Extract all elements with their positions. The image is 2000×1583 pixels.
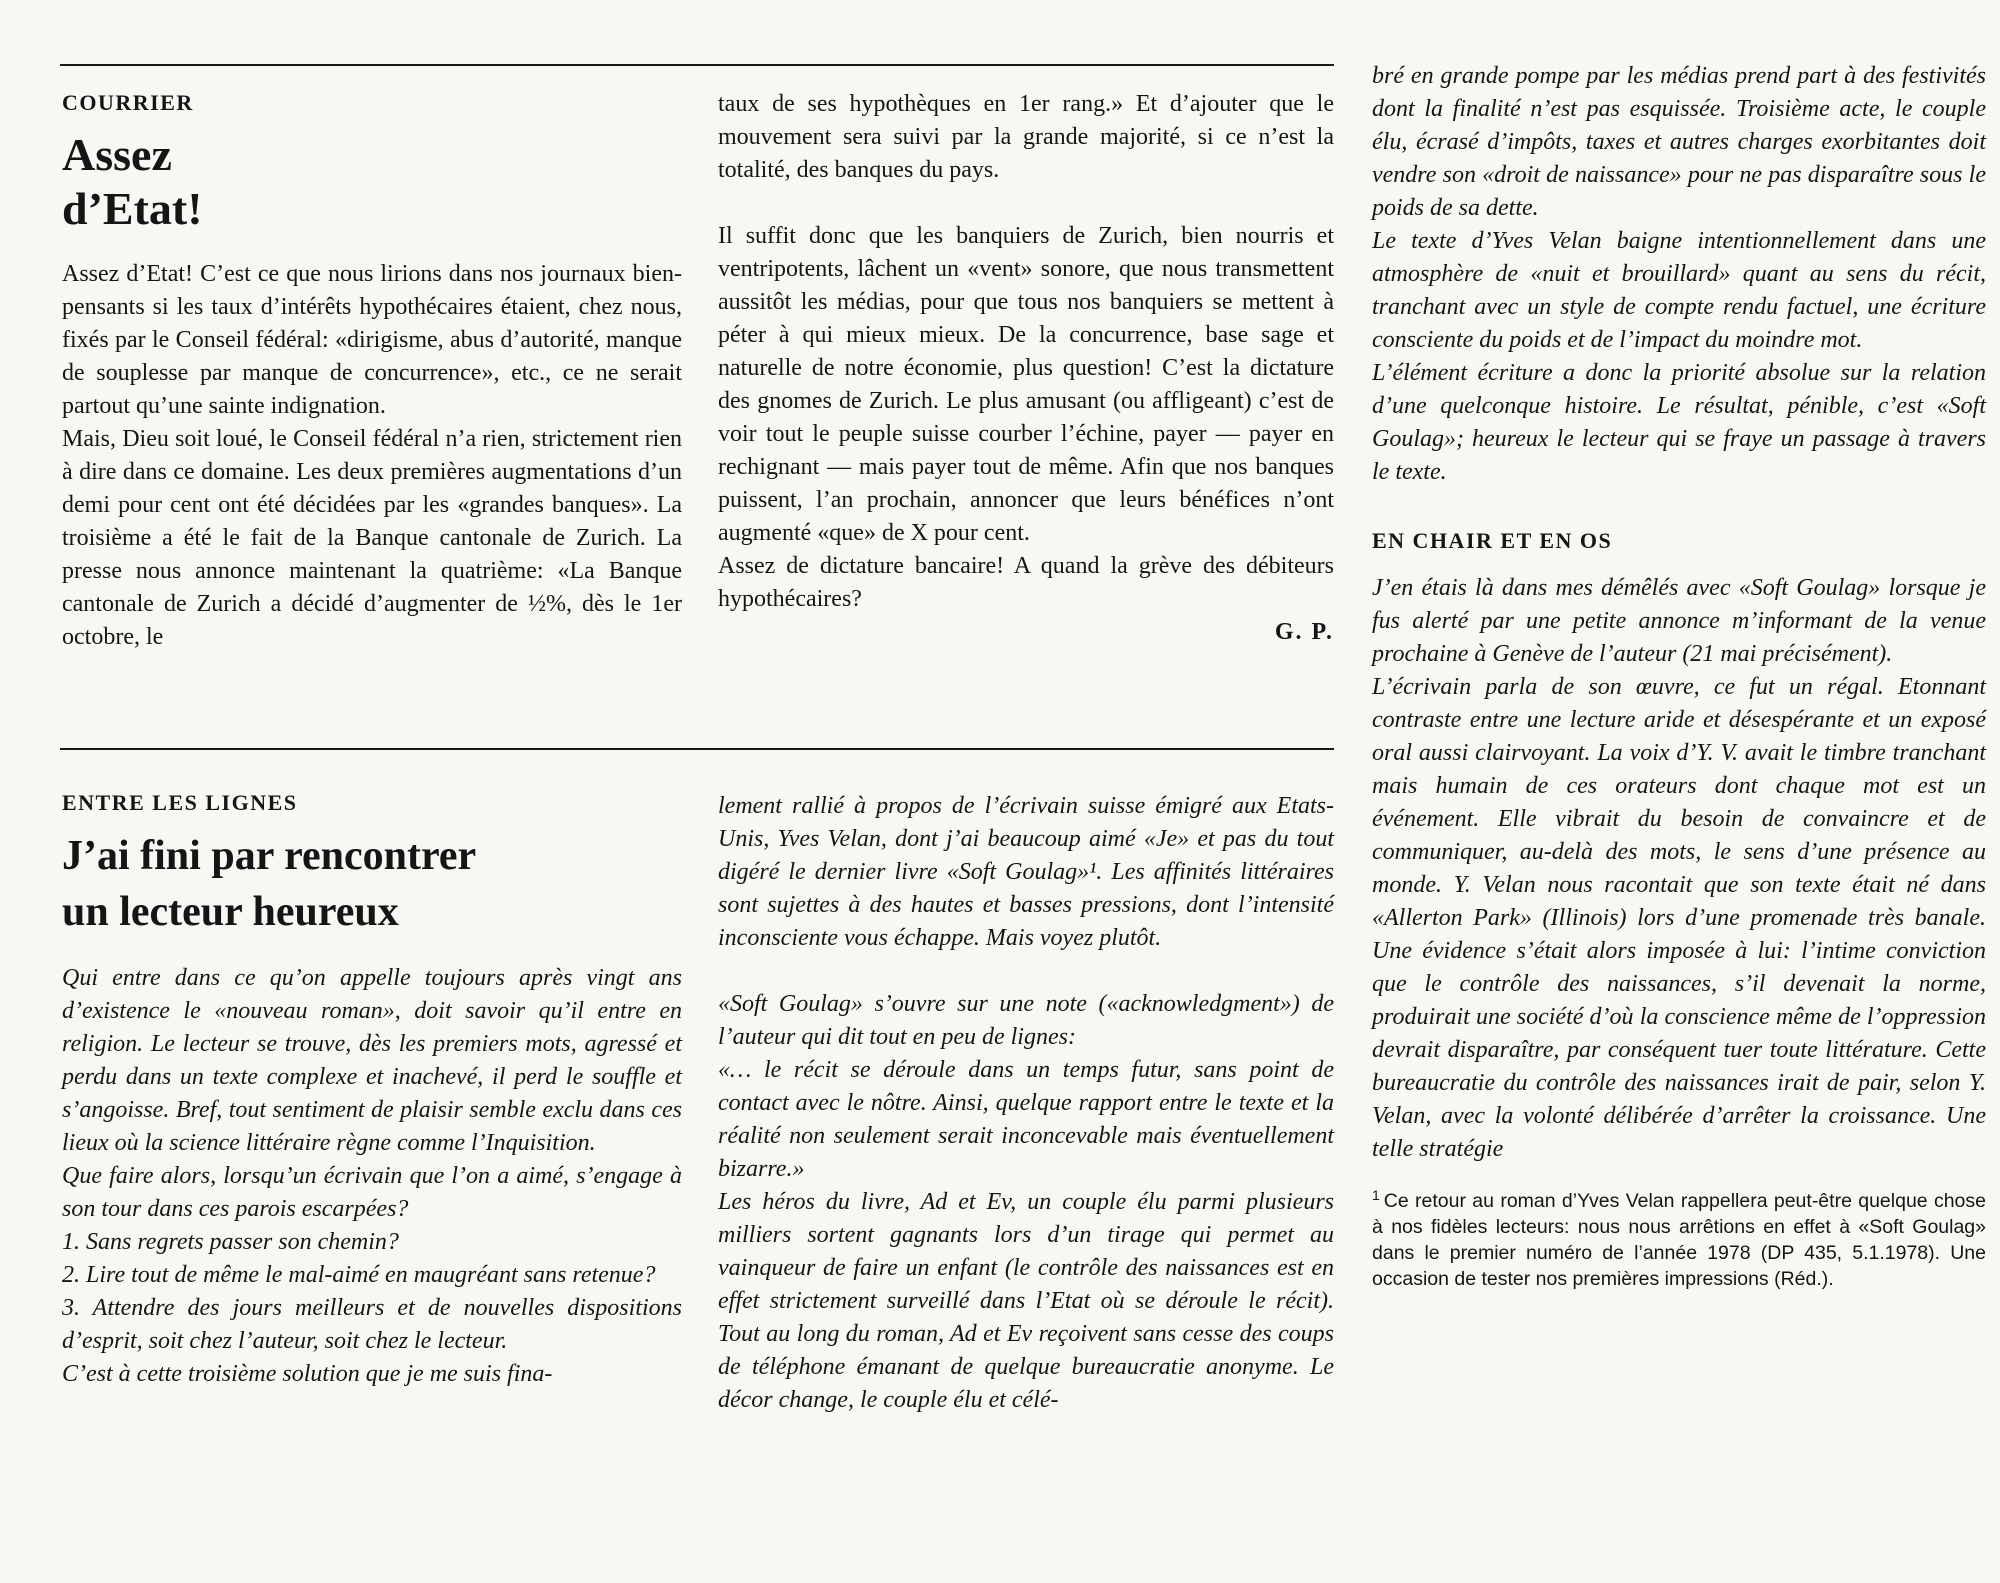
- courrier-signature: G. P.: [1274, 619, 1334, 645]
- entre-paragraph: Le texte d’Yves Velan baigne intentionnellement dans une atmosphère de «nuit et brouillard» quant au sens du récit, tranchant avec un style de compte rendu factuel, une écriture consciente du poids et de l’impact du moindre mot.: [1372, 228, 1986, 353]
- footnote: [1372, 1188, 1986, 1292]
- entre-paragraph: «Soft Goulag» s’ouvre sur une note («acknowledgment») de l’auteur qui dit tout en peu de lignes:: [718, 991, 1334, 1050]
- courrier-paragraph: Il suffit donc que les banquiers de Zurich, bien nourris et ventripotents, lâchent un «vent» sonore, que nous transmettent aussitôt les médias, pour que tous nos banquiers se mettent à péter à qui mieux mieux. De la concurrence, base sage et naturelle de notre économie, plus question! C’est la dictature des gnomes de Zurich. Le plus amusant (ou affligeant) c’est de voir tout le peuple suisse courber l’échine, payer — payer en rechignant — mais payer tout de même. Afin que nos banques puissent, l’an prochain, annoncer que leurs bénéfices n’ont augmenté «que» de X pour cent.: [718, 223, 1334, 546]
- entre-column-3: [1372, 60, 1986, 1292]
- entre-paragraph: L’élément écriture a donc la priorité absolue sur la relation d’une quelconque histoire. Le résultat, pénible, c’est «Soft Goulag»; heureux le lecteur qui se fraye un passage à travers le texte.: [1372, 360, 1986, 485]
- courrier-paragraph: taux de ses hypothèques en 1er rang.» Et d’ajouter que le mouvement sera suivi par la grande majorité, si ce n’est la totalité, des banques du pays.: [718, 91, 1334, 183]
- courrier-kicker: COURRIER: [62, 90, 194, 115]
- courrier-column-2: [718, 88, 1334, 649]
- entre-quote: «… le récit se déroule dans un temps futur, sans point de contact avec le nôtre. Ainsi, quelque rapport entre le texte et la réalité non seulement serait inconcevable mais éventuellement bizarre.»: [718, 1057, 1334, 1182]
- entre-headline: [62, 828, 682, 940]
- entre-column-2: [718, 790, 1334, 1417]
- top-rule: [60, 64, 1334, 66]
- footnote-mark: 1: [1372, 1186, 1380, 1203]
- courrier-headline-line-2: d’Etat!: [62, 183, 203, 234]
- entre-column-1: [62, 790, 682, 1391]
- courrier-paragraph: Mais, Dieu soit loué, le Conseil fédéral n’a rien, strictement rien à dire dans ce domaine. Les deux premières augmentations d’un demi pour cent ont été décidées par les «grandes banques». La troisième a été le fait de la Banque cantonale de Zurich. La presse nous annonce maintenant la quatrième: «La Banque cantonale de Zurich a décidé d’augmenter de ½%, dès le 1er octobre, le: [62, 426, 682, 650]
- entre-subhead: EN CHAIR ET EN OS: [1372, 528, 1613, 553]
- courrier-paragraph: Assez de dictature bancaire! A quand la grève des débiteurs hypothécaires?: [718, 553, 1334, 612]
- entre-paragraph: L’écrivain parla de son œuvre, ce fut un régal. Etonnant contraste entre une lecture aride et désespérante et un exposé oral aussi clairvoyant. La voix d’Y. V. avait le timbre tranchant mais humain de ces orateurs dont chaque mot est un événement. Elle vibrait du besoin de convaincre et de communiquer, au-delà des mots, le sens d’une présence au monde. Y. Velan nous racontait que son texte était né dans «Allerton Park» (Illinois) lors d’une promenade très banale. Une évidence s’était alors imposée à lui: l’intime conviction que le contrôle des naissances, s’il devenait la norme, produirait une société d’où la conscience même de l’oppression devrait disparaître, par conséquent tuer toute littérature. Cette bureaucratie du contrôle des naissances irait de pair, selon Y. Velan, avec la volonté délibérée d’arrêter la croissance. Une telle stratégie: [1372, 674, 1986, 1162]
- entre-paragraph: lement rallié à propos de l’écrivain suisse émigré aux Etats-Unis, Yves Velan, dont j’ai beaucoup aimé «Je» et pas du tout digéré le dernier livre «Soft Goulag»¹. Les affinités littéraires sont sujettes à des hautes et basses pressions, dont l’intensité inconsciente vous échappe. Mais voyez plutôt.: [718, 793, 1334, 951]
- entre-headline-line-1: J’ai fini par rencontrer: [62, 833, 477, 879]
- entre-list-item: 2. Lire tout de même le mal-aimé en maugréant sans retenue?: [62, 1262, 656, 1288]
- entre-kicker: ENTRE LES LIGNES: [62, 790, 298, 815]
- entre-paragraph: Qui entre dans ce qu’on appelle toujours après vingt ans d’existence le «nouveau roman», doit savoir qu’il entre en religion. Le lecteur se trouve, dès les premiers mots, agressé et perdu dans un texte complexe et inachevé, il perd le souffle et s’angoisse. Bref, tout sentiment de plaisir semble exclu dans ces lieux où la science littéraire règne comme l’Inquisition.: [62, 965, 682, 1156]
- courrier-headline-line-1: Assez: [62, 129, 172, 180]
- courrier-headline: [62, 128, 682, 236]
- middle-rule: [60, 748, 1334, 750]
- entre-paragraph: Les héros du livre, Ad et Ev, un couple élu parmi plusieurs milliers sortent gagnants lors d’un tirage qui permet au vainqueur de faire un enfant (le contrôle des naissances est en effet strictement surveillé dans l’Etat où se déroule le récit). Tout au long du roman, Ad et Ev reçoivent sans cesse des coups de téléphone émanant de quelque bureaucratie anonyme. Le décor change, le couple élu et célé-: [718, 1189, 1334, 1413]
- courrier-column-1: [62, 90, 682, 654]
- entre-paragraph: Que faire alors, lorsqu’un écrivain que l’on a aimé, s’engage à son tour dans ces parois escarpées?: [62, 1163, 682, 1222]
- entre-paragraph: J’en étais là dans mes démêlés avec «Soft Goulag» lorsque je fus alerté par une petite annonce m’informant de la venue prochaine à Genève de l’auteur (21 mai précisément).: [1372, 575, 1986, 667]
- entre-headline-line-2: un lecteur heureux: [62, 889, 399, 935]
- entre-paragraph: bré en grande pompe par les médias prend part à des festivités dont la finalité n’est pas esquissée. Troisième acte, le couple élu, écrasé d’impôts, taxes et autres charges exorbitantes doit vendre son «droit de naissance» pour ne pas disparaître sous le poids de sa dette.: [1372, 63, 1986, 221]
- entre-list-item: 1. Sans regrets passer son chemin?: [62, 1229, 399, 1255]
- entre-list-item: 3. Attendre des jours meilleurs et de nouvelles dispositions d’esprit, soit chez l’auteur, soit chez le lecteur.: [62, 1295, 682, 1354]
- courrier-paragraph: Assez d’Etat! C’est ce que nous lirions dans nos journaux bien-pensants si les taux d’intérêts hypothécaires étaient, chez nous, fixés par le Conseil fédéral: «dirigisme, abus d’autorité, manque de souplesse par manque de concurrence», etc., ce ne serait partout qu’une sainte indignation.: [62, 261, 682, 419]
- footnote-text: Ce retour au roman d’Yves Velan rappellera peut-être quelque chose à nos fidèles lecteurs: nous nous arrêtions en effet à «Soft Goulag» dans le premier numéro de l’année 1978 (DP 435, 5.1.1978). Une occasion de tester nos premières impressions (Réd.).: [1372, 1190, 1986, 1290]
- entre-paragraph: C’est à cette troisième solution que je me suis fina-: [62, 1361, 553, 1387]
